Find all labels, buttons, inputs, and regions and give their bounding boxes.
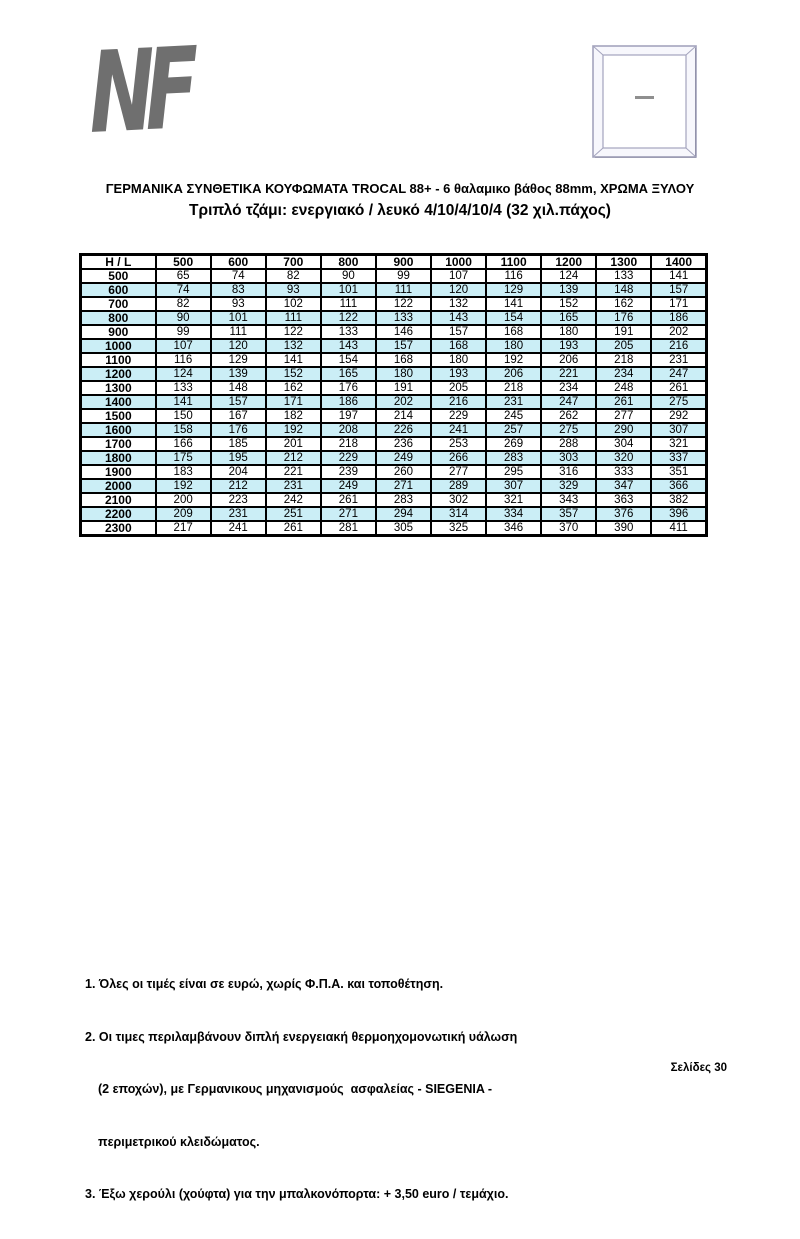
price-cell: 101	[321, 283, 376, 297]
column-header-cell: 900	[376, 255, 431, 270]
price-cell: 275	[651, 395, 706, 409]
price-cell: 152	[266, 367, 321, 381]
price-cell: 218	[596, 353, 651, 367]
price-cell: 175	[156, 451, 211, 465]
price-cell: 217	[156, 521, 211, 536]
price-cell: 303	[541, 451, 596, 465]
price-cell: 193	[541, 339, 596, 353]
price-cell: 292	[651, 409, 706, 423]
row-header-cell: 700	[81, 297, 156, 311]
price-cell: 261	[321, 493, 376, 507]
price-cell: 277	[431, 465, 486, 479]
price-cell: 307	[651, 423, 706, 437]
price-cell: 99	[156, 325, 211, 339]
table-row	[81, 283, 707, 297]
price-cell: 218	[321, 437, 376, 451]
price-cell: 205	[431, 381, 486, 395]
price-cell: 152	[541, 297, 596, 311]
price-cell: 168	[431, 339, 486, 353]
price-cell: 180	[376, 367, 431, 381]
corner-cell: H / L	[81, 255, 156, 270]
price-cell: 83	[211, 283, 266, 297]
price-cell: 209	[156, 507, 211, 521]
price-cell: 193	[431, 367, 486, 381]
row-header-cell: 1400	[81, 395, 156, 409]
price-cell: 133	[156, 381, 211, 395]
table-row	[81, 269, 707, 283]
price-cell: 132	[266, 339, 321, 353]
price-cell: 376	[596, 507, 651, 521]
price-cell: 302	[431, 493, 486, 507]
column-header-cell: 500	[156, 255, 211, 270]
column-header-cell: 1300	[596, 255, 651, 270]
price-cell: 154	[321, 353, 376, 367]
column-header-cell: 800	[321, 255, 376, 270]
price-cell: 229	[431, 409, 486, 423]
price-cell: 143	[431, 311, 486, 325]
price-cell: 205	[596, 339, 651, 353]
price-cell: 226	[376, 423, 431, 437]
price-cell: 107	[156, 339, 211, 353]
price-cell: 247	[651, 367, 706, 381]
price-cell: 316	[541, 465, 596, 479]
row-header-cell: 600	[81, 283, 156, 297]
row-header-cell: 2200	[81, 507, 156, 521]
table-row	[81, 367, 707, 381]
price-cell: 202	[651, 325, 706, 339]
price-cell: 107	[431, 269, 486, 283]
price-cell: 141	[156, 395, 211, 409]
price-cell: 363	[596, 493, 651, 507]
price-cell: 248	[596, 381, 651, 395]
price-cell: 122	[266, 325, 321, 339]
price-cell: 186	[321, 395, 376, 409]
price-cell: 185	[211, 437, 266, 451]
column-header-cell: 1400	[651, 255, 706, 270]
row-header-cell: 1900	[81, 465, 156, 479]
price-cell: 229	[321, 451, 376, 465]
table-row	[81, 479, 707, 493]
price-cell: 216	[651, 339, 706, 353]
price-cell: 111	[376, 283, 431, 297]
price-cell: 307	[486, 479, 541, 493]
price-cell: 223	[211, 493, 266, 507]
row-header-cell: 1000	[81, 339, 156, 353]
company-logo: NF	[87, 24, 191, 159]
price-cell: 133	[376, 311, 431, 325]
table-row	[81, 381, 707, 395]
price-cell: 260	[376, 465, 431, 479]
price-cell: 411	[651, 521, 706, 536]
price-cell: 321	[486, 493, 541, 507]
price-cell: 90	[321, 269, 376, 283]
price-cell: 288	[541, 437, 596, 451]
row-header-cell: 1200	[81, 367, 156, 381]
price-cell: 346	[486, 521, 541, 536]
price-cell: 266	[431, 451, 486, 465]
price-cell: 236	[376, 437, 431, 451]
price-cell: 90	[156, 311, 211, 325]
price-cell: 249	[321, 479, 376, 493]
price-cell: 116	[486, 269, 541, 283]
price-cell: 192	[266, 423, 321, 437]
price-cell: 283	[486, 451, 541, 465]
price-cell: 158	[156, 423, 211, 437]
price-cell: 218	[486, 381, 541, 395]
price-cell: 99	[376, 269, 431, 283]
price-cell: 208	[321, 423, 376, 437]
price-cell: 351	[651, 465, 706, 479]
price-cell: 212	[211, 479, 266, 493]
price-cell: 242	[266, 493, 321, 507]
price-cell: 271	[376, 479, 431, 493]
table-row	[81, 311, 707, 325]
column-header-cell: 1000	[431, 255, 486, 270]
price-cell: 168	[376, 353, 431, 367]
column-header-cell: 600	[211, 255, 266, 270]
price-cell: 111	[266, 311, 321, 325]
price-cell: 370	[541, 521, 596, 536]
price-cell: 157	[431, 325, 486, 339]
price-cell: 206	[541, 353, 596, 367]
table-row	[81, 353, 707, 367]
row-header-cell: 500	[81, 269, 156, 283]
price-cell: 347	[596, 479, 651, 493]
price-cell: 261	[651, 381, 706, 395]
price-cell: 124	[541, 269, 596, 283]
price-cell: 277	[596, 409, 651, 423]
price-cell: 191	[376, 381, 431, 395]
price-cell: 329	[541, 479, 596, 493]
price-cell: 148	[211, 381, 266, 395]
price-cell: 202	[376, 395, 431, 409]
price-cell: 150	[156, 409, 211, 423]
table-row	[81, 493, 707, 507]
price-cell: 111	[211, 325, 266, 339]
row-header-cell: 1800	[81, 451, 156, 465]
price-cell: 290	[596, 423, 651, 437]
table-row	[81, 465, 707, 479]
price-cell: 333	[596, 465, 651, 479]
price-cell: 314	[431, 507, 486, 521]
price-cell: 129	[486, 283, 541, 297]
price-cell: 241	[431, 423, 486, 437]
price-cell: 133	[596, 269, 651, 283]
price-cell: 120	[211, 339, 266, 353]
note-line-2c: περιμετρικού κλειδώματος.	[98, 1134, 260, 1149]
price-cell: 231	[486, 395, 541, 409]
price-cell: 245	[486, 409, 541, 423]
window-frame-icon	[592, 45, 697, 158]
price-cell: 176	[596, 311, 651, 325]
price-cell: 168	[486, 325, 541, 339]
price-cell: 281	[321, 521, 376, 536]
table-row	[81, 451, 707, 465]
price-cell: 396	[651, 507, 706, 521]
price-cell: 234	[596, 367, 651, 381]
price-cell: 165	[321, 367, 376, 381]
price-cell: 231	[266, 479, 321, 493]
note-line-2: 2. Οι τιμες περιλαμβάνουν διπλή ενεργειακή θερμοηχομονωτική υάλωση	[85, 1029, 518, 1044]
price-cell: 111	[321, 297, 376, 311]
price-cell: 234	[541, 381, 596, 395]
price-cell: 116	[156, 353, 211, 367]
price-cell: 382	[651, 493, 706, 507]
price-cell: 74	[211, 269, 266, 283]
price-cell: 197	[321, 409, 376, 423]
price-cell: 93	[211, 297, 266, 311]
price-cell: 180	[541, 325, 596, 339]
note-line-2b: (2 εποχών), με Γερμανικους μηχανισμούς ασφαλείας - SIEGENIA -	[98, 1082, 493, 1096]
price-cell: 154	[486, 311, 541, 325]
price-cell: 133	[321, 325, 376, 339]
price-cell: 82	[266, 269, 321, 283]
table-row	[81, 521, 707, 536]
price-cell: 171	[266, 395, 321, 409]
price-cell: 148	[596, 283, 651, 297]
price-cell: 334	[486, 507, 541, 521]
price-cell: 176	[321, 381, 376, 395]
row-header-cell: 2000	[81, 479, 156, 493]
price-cell: 139	[211, 367, 266, 381]
price-cell: 180	[486, 339, 541, 353]
page-number: Σελίδες 30	[670, 1062, 727, 1074]
price-cell: 321	[651, 437, 706, 451]
row-header-cell: 2300	[81, 521, 156, 536]
table-row	[81, 409, 707, 423]
table-row	[81, 395, 707, 409]
price-cell: 320	[596, 451, 651, 465]
column-header-cell: 1200	[541, 255, 596, 270]
price-cell: 82	[156, 297, 211, 311]
row-header-cell: 1300	[81, 381, 156, 395]
price-cell: 143	[321, 339, 376, 353]
price-cell: 214	[376, 409, 431, 423]
price-cell: 157	[376, 339, 431, 353]
footnotes	[85, 941, 517, 1239]
price-cell: 200	[156, 493, 211, 507]
price-table	[79, 253, 708, 537]
price-cell: 251	[266, 507, 321, 521]
table-row	[81, 297, 707, 311]
price-cell: 139	[541, 283, 596, 297]
price-cell: 162	[596, 297, 651, 311]
price-cell: 261	[596, 395, 651, 409]
price-cell: 124	[156, 367, 211, 381]
price-cell: 176	[211, 423, 266, 437]
document-subtitle: Τριπλό τζάμι: ενεργιακό / λευκό 4/10/4/10/4 (32 χιλ.πάχος)	[189, 202, 611, 219]
price-cell: 167	[211, 409, 266, 423]
row-header-cell: 2100	[81, 493, 156, 507]
note-line-3: 3. Έξω χερούλι (χούφτα) για την μπαλκονόπορτα: + 3,50 euro / τεμάχιο.	[85, 1187, 509, 1201]
price-cell: 180	[431, 353, 486, 367]
price-cell: 249	[376, 451, 431, 465]
price-cell: 271	[321, 507, 376, 521]
price-cell: 366	[651, 479, 706, 493]
price-cell: 294	[376, 507, 431, 521]
price-cell: 162	[266, 381, 321, 395]
price-cell: 289	[431, 479, 486, 493]
price-cell: 157	[651, 283, 706, 297]
price-cell: 146	[376, 325, 431, 339]
price-cell: 257	[486, 423, 541, 437]
price-cell: 343	[541, 493, 596, 507]
price-cell: 221	[541, 367, 596, 381]
price-cell: 157	[211, 395, 266, 409]
note-line-1: 1. Όλες οι τιμές είναι σε ευρώ, χωρίς Φ.Π.Α. και τοποθέτηση.	[85, 977, 444, 991]
price-cell: 295	[486, 465, 541, 479]
price-cell: 206	[486, 367, 541, 381]
price-cell: 262	[541, 409, 596, 423]
price-cell: 231	[211, 507, 266, 521]
table-row	[81, 325, 707, 339]
price-cell: 231	[651, 353, 706, 367]
column-header-cell: 1100	[486, 255, 541, 270]
price-cell: 337	[651, 451, 706, 465]
column-header-cell: 700	[266, 255, 321, 270]
price-cell: 253	[431, 437, 486, 451]
price-cell: 192	[486, 353, 541, 367]
price-cell: 183	[156, 465, 211, 479]
price-cell: 390	[596, 521, 651, 536]
price-cell: 275	[541, 423, 596, 437]
price-cell: 261	[266, 521, 321, 536]
window-handle-mark	[635, 96, 654, 99]
price-cell: 141	[266, 353, 321, 367]
price-cell: 166	[156, 437, 211, 451]
price-cell: 171	[651, 297, 706, 311]
price-cell: 201	[266, 437, 321, 451]
price-cell: 141	[486, 297, 541, 311]
price-cell: 122	[376, 297, 431, 311]
price-cell: 239	[321, 465, 376, 479]
row-header-cell: 1600	[81, 423, 156, 437]
price-cell: 101	[211, 311, 266, 325]
price-cell: 93	[266, 283, 321, 297]
price-cell: 195	[211, 451, 266, 465]
price-cell: 122	[321, 311, 376, 325]
price-cell: 247	[541, 395, 596, 409]
table-row	[81, 507, 707, 521]
table-row	[81, 437, 707, 451]
price-cell: 186	[651, 311, 706, 325]
row-header-cell: 1700	[81, 437, 156, 451]
price-cell: 241	[211, 521, 266, 536]
price-cell: 204	[211, 465, 266, 479]
price-cell: 141	[651, 269, 706, 283]
price-cell: 120	[431, 283, 486, 297]
price-cell: 357	[541, 507, 596, 521]
row-header-cell: 1500	[81, 409, 156, 423]
document-title: ΓΕΡΜΑΝΙΚΑ ΣΥΝΘΕΤΙΚΑ ΚΟΥΦΩΜΑΤΑ TROCAL 88+ - 6 θαλαμικο βάθος 88mm, ΧΡΩΜΑ ΞΥΛΟΥ	[105, 181, 695, 196]
price-cell: 304	[596, 437, 651, 451]
row-header-cell: 900	[81, 325, 156, 339]
table-row	[81, 423, 707, 437]
price-cell: 269	[486, 437, 541, 451]
price-cell: 216	[431, 395, 486, 409]
price-cell: 129	[211, 353, 266, 367]
price-cell: 221	[266, 465, 321, 479]
price-cell: 305	[376, 521, 431, 536]
price-cell: 283	[376, 493, 431, 507]
price-cell: 182	[266, 409, 321, 423]
price-cell: 74	[156, 283, 211, 297]
header-row	[81, 255, 707, 270]
price-cell: 132	[431, 297, 486, 311]
price-cell: 191	[596, 325, 651, 339]
row-header-cell: 800	[81, 311, 156, 325]
price-cell: 102	[266, 297, 321, 311]
price-cell: 325	[431, 521, 486, 536]
price-cell: 165	[541, 311, 596, 325]
row-header-cell: 1100	[81, 353, 156, 367]
price-cell: 192	[156, 479, 211, 493]
price-cell: 65	[156, 269, 211, 283]
price-cell: 212	[266, 451, 321, 465]
table-row	[81, 339, 707, 353]
